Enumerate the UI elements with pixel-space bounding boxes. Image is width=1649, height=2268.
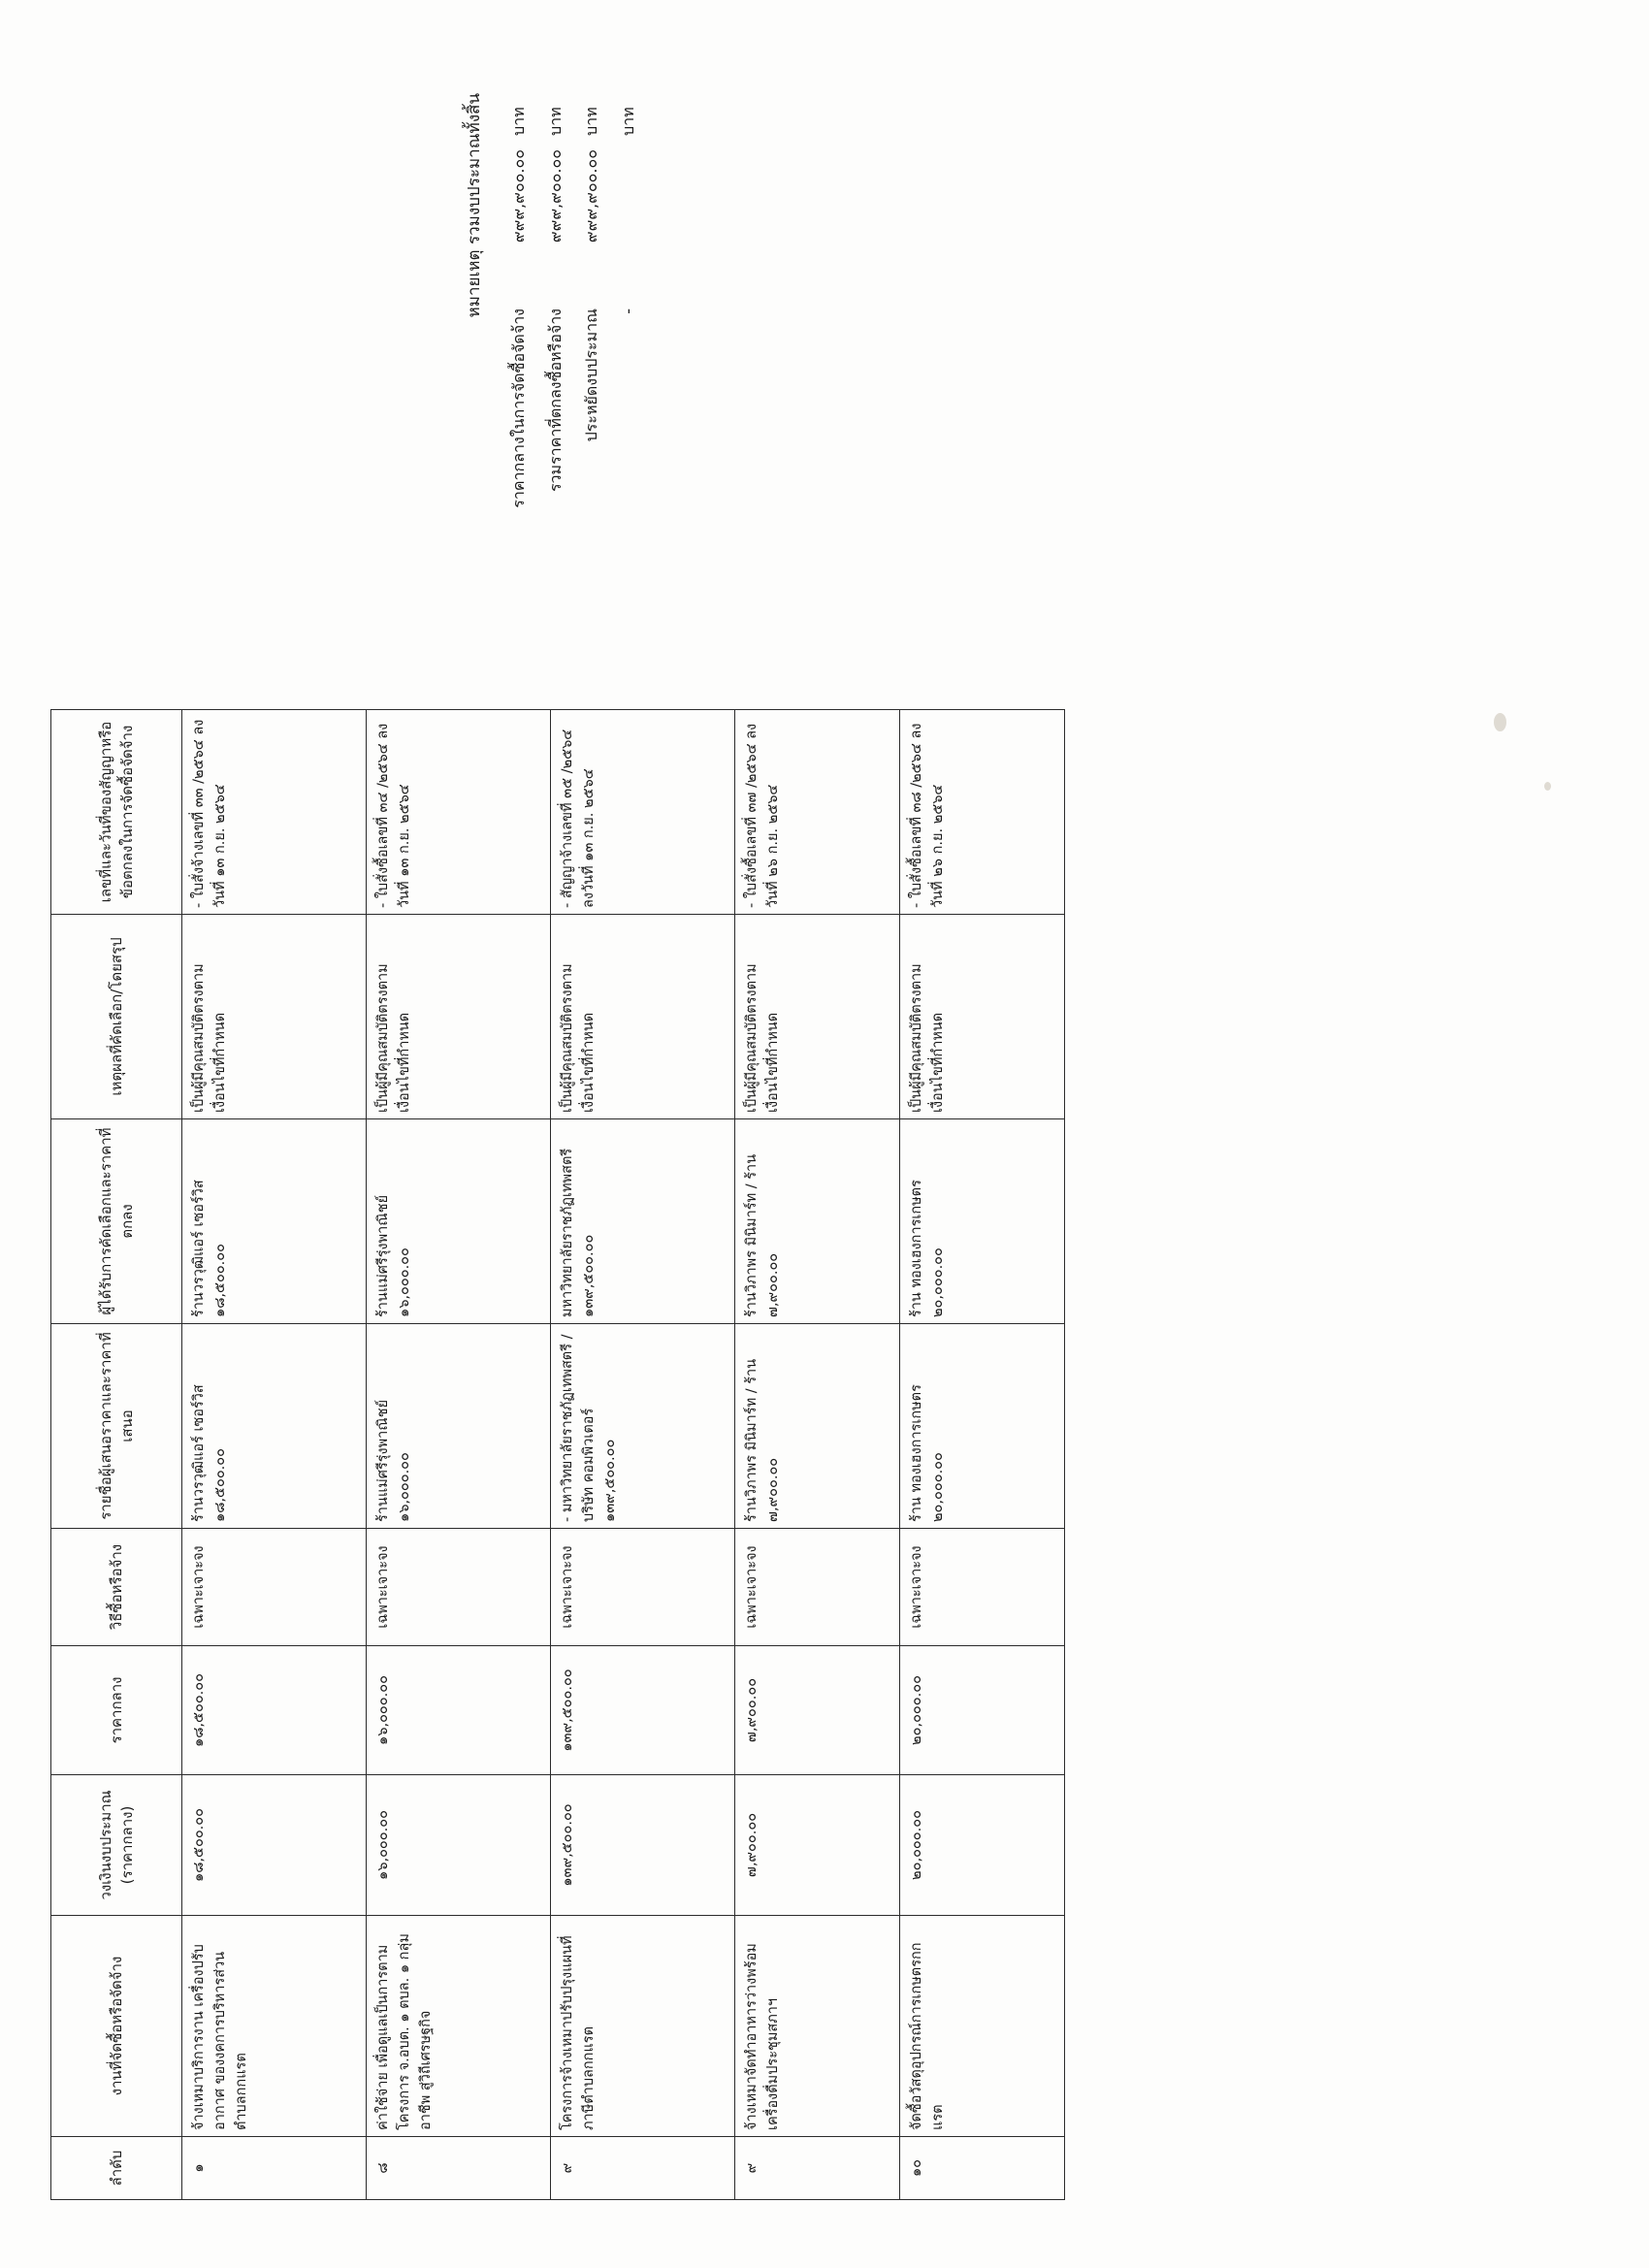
summary-line	[537, 93, 574, 549]
cell-budget: ๒๐,๐๐๐.๐๐	[900, 1775, 1065, 1916]
scan-speck	[1494, 713, 1506, 731]
cell-midprice: ๑๓๙,๕๐๐.๐๐	[551, 1646, 735, 1775]
offer-price: ๑๖,๐๐๐.๐๐	[396, 1452, 412, 1522]
summary-title-text: หมายเหตุ รวมงบประมาณทั้งสิ้น	[465, 93, 484, 318]
cell-offers	[367, 1324, 551, 1529]
cell-contract: - สัญญาจ้างเลขที่ ๓๕ /๒๕๖๔ ลงวันที่ ๑๓ ก.ย. ๒๕๖๔	[551, 710, 735, 915]
cell-no: ๙	[551, 2137, 735, 2200]
selected-name: ร้านวรวุฒิแอร์ เซอร์วิส	[191, 1180, 207, 1317]
cell-method: เฉพาะเจาะจง	[551, 1529, 735, 1646]
header-work: งานที่จัดซื้อหรือจัดจ้าง	[51, 1916, 182, 2137]
header-offers: รายชื่อผู้เสนอราคาและราคาที่เสนอ	[51, 1324, 182, 1529]
selected-name: ร้านแม่ศรีรุ่งพาณิชย์	[375, 1194, 391, 1317]
selected-price: ๒๐,๐๐๐.๐๐	[929, 1247, 946, 1317]
cell-midprice: ๑๘,๕๐๐.๐๐	[182, 1646, 367, 1775]
cell-contract: - ใบสั่งซื้อเลขที่ ๓๔ /๒๕๖๔ ลงวันที่ ๑๓ ก.ย. ๒๕๖๔	[367, 710, 551, 915]
selected-price: ๗,๙๐๐.๐๐	[764, 1252, 781, 1317]
header-budget: วงเงินงบประมาณ (ราคากลาง)	[51, 1775, 182, 1916]
cell-offers	[900, 1324, 1065, 1529]
cell-contract: - ใบสั่งซื้อเลขที่ ๓๗ /๒๕๖๔ ลงวันที่ ๒๖ ก.ย. ๒๕๖๔	[735, 710, 900, 915]
cell-work: โครงการจ้างเหมาปรับปรุงแผนที่ภาษีตำบลกกแรต	[551, 1916, 735, 2137]
cell-offers	[182, 1324, 367, 1529]
summary-amount: ๙๙๙,๙๐๐.๐๐	[582, 149, 601, 243]
cell-budget: ๑๖,๐๐๐.๐๐	[367, 1775, 551, 1916]
offer-name: - มหาวิทยาลัยราชภัฏเทพสตรี / บริษัท คอมพิวเตอร์	[560, 1334, 597, 1522]
summary-line	[501, 93, 537, 549]
selected-name: ร้าน ทองเฮงการเกษตร	[909, 1180, 924, 1317]
cell-no: ๑	[182, 2137, 367, 2200]
offer-price: ๒๐,๐๐๐.๐๐	[929, 1452, 946, 1522]
summary-amount	[610, 149, 647, 295]
summary-unit: บาท	[582, 107, 601, 136]
cell-reason: เป็นผู้มีคุณสมบัติตรงตามเงื่อนไขที่กำหนด	[551, 915, 735, 1119]
summary-label: ประหยัดงบประมาณ	[582, 308, 601, 442]
cell-method: เฉพาะเจาะจง	[182, 1529, 367, 1646]
selected-price: ๑๓๙,๕๐๐.๐๐	[580, 1234, 597, 1317]
summary-line	[573, 93, 610, 549]
procurement-table	[50, 709, 1065, 2200]
cell-work: จ้างเหมาบริการงาน เครื่องปรับอากาศ ของงคการบริหารส่วนตำบลกกแรต	[182, 1916, 367, 2137]
cell-budget: ๑๘,๕๐๐.๐๐	[182, 1775, 367, 1916]
cell-contract: - ใบสั่งจ้างเลขที่ ๓๓ /๒๕๖๔ ลงวันที่ ๑๓ ก.ย. ๒๕๖๔	[182, 710, 367, 915]
selected-name: มหาวิทยาลัยราชภัฏเทพสตรี	[560, 1148, 575, 1317]
table-header-row	[51, 710, 182, 2200]
offer-price: ๑๓๙,๕๐๐.๐๐	[601, 1439, 618, 1522]
offer-name: ร้านวรวุฒิแอร์ เซอร์วิส	[191, 1384, 207, 1522]
header-no: ลำดับ	[51, 2137, 182, 2200]
table-row	[182, 710, 367, 2200]
selected-price: ๑๖,๐๐๐.๐๐	[396, 1247, 412, 1317]
cell-midprice: ๑๖,๐๐๐.๐๐	[367, 1646, 551, 1775]
table-body	[182, 710, 1065, 2200]
cell-budget: ๑๓๙,๕๐๐.๐๐	[551, 1775, 735, 1916]
summary-title	[456, 93, 495, 549]
cell-selected	[735, 1119, 900, 1324]
cell-selected	[900, 1119, 1065, 1324]
summary-label: รวมราคาที่ตกลงซื้อหรือจ้าง	[545, 308, 565, 493]
table-row	[735, 710, 900, 2200]
cell-reason: เป็นผู้มีคุณสมบัติตรงตามเงื่อนไขที่กำหนด	[900, 915, 1065, 1119]
table-head	[51, 710, 182, 2200]
summary-label: ราคากลางในการจัดซื้อจัดจ้าง	[508, 308, 528, 508]
cell-work: ค่าใช้จ่าย เพื่อดูแลเป็นการตามโครงการ จ.อบต. ๑ ตบล. ๑ กลุ่มอาชีพ สู่วิถีเศรษฐกิจ	[367, 1916, 551, 2137]
summary-block	[456, 93, 646, 549]
cell-reason: เป็นผู้มีคุณสมบัติตรงตามเงื่อนไขที่กำหนด	[367, 915, 551, 1119]
cell-reason: เป็นผู้มีคุณสมบัติตรงตามเงื่อนไขที่กำหนด	[182, 915, 367, 1119]
header-method: วิธีซื้อหรือจ้าง	[51, 1529, 182, 1646]
summary-unit: บาท	[545, 107, 565, 136]
summary-label: -	[618, 308, 637, 314]
table-row	[367, 710, 551, 2200]
table-row	[551, 710, 735, 2200]
cell-work: จัดซื้อวัสดุอุปกรณ์การเกษตรกกแรต	[900, 1916, 1065, 2137]
cell-reason: เป็นผู้มีคุณสมบัติตรงตามเงื่อนไขที่กำหนด	[735, 915, 900, 1119]
cell-selected	[551, 1119, 735, 1324]
cell-midprice: ๒๐,๐๐๐.๐๐	[900, 1646, 1065, 1775]
summary-amount: ๙๙๙,๙๐๐.๐๐	[508, 149, 528, 243]
cell-no: ๘	[367, 2137, 551, 2200]
header-selected: ผู้ได้รับการคัดเลือกและราคาที่ตกลง	[51, 1119, 182, 1324]
summary-line	[610, 93, 647, 549]
cell-method: เฉพาะเจาะจง	[735, 1529, 900, 1646]
cell-selected	[182, 1119, 367, 1324]
selected-name: ร้านวิภาพร มินิมาร์ท / ร้าน	[744, 1153, 760, 1317]
cell-no: ๑๐	[900, 2137, 1065, 2200]
offer-name: ร้านแม่ศรีรุ่งพาณิชย์	[375, 1399, 391, 1522]
cell-midprice: ๗,๙๐๐.๐๐	[735, 1646, 900, 1775]
header-contract: เลขที่และวันที่ของสัญญาหรือข้อตกลงในการจัดซื้อจัดจ้าง	[51, 710, 182, 915]
cell-offers	[551, 1324, 735, 1529]
summary-unit: บาท	[508, 107, 528, 136]
header-reason: เหตุผลที่คัดเลือก/โดยสรุป	[51, 915, 182, 1119]
selected-price: ๑๘,๕๐๐.๐๐	[211, 1244, 228, 1317]
offer-name: ร้านวิภาพร มินิมาร์ท / ร้าน	[744, 1358, 760, 1522]
cell-no: ๙	[735, 2137, 900, 2200]
summary-amount: ๙๙๙,๙๐๐.๐๐	[545, 149, 565, 243]
cell-method: เฉพาะเจาะจง	[900, 1529, 1065, 1646]
offer-price: ๑๘,๕๐๐.๐๐	[211, 1448, 228, 1522]
cell-method: เฉพาะเจาะจง	[367, 1529, 551, 1646]
cell-budget: ๗,๙๐๐.๐๐	[735, 1775, 900, 1916]
cell-selected	[367, 1119, 551, 1324]
offer-name: ร้าน ทองเฮงการเกษตร	[909, 1384, 924, 1522]
cell-contract: - ใบสั่งซื้อเลขที่ ๓๘ /๒๕๖๔ ลงวันที่ ๒๖ ก.ย. ๒๕๖๔	[900, 710, 1065, 915]
header-midprice: ราคากลาง	[51, 1646, 182, 1775]
scan-speck	[1544, 782, 1551, 791]
summary-unit: บาท	[618, 107, 637, 136]
cell-offers	[735, 1324, 900, 1529]
cell-work: จ้างเหมาจัดทำอาหารว่างพร้อมเครื่องดื่มประชุมสภาฯ	[735, 1916, 900, 2137]
offer-price: ๗,๙๐๐.๐๐	[764, 1457, 781, 1522]
table-row	[900, 710, 1065, 2200]
